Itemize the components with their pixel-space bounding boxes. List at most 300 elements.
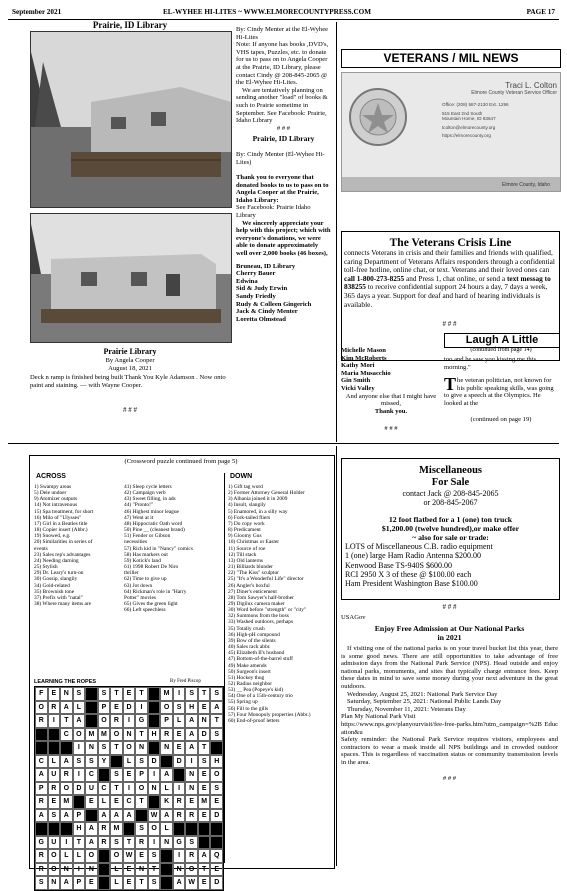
down-clues	[228, 484, 330, 724]
clue: 5) Enamored, in a silly way	[228, 508, 288, 515]
crossword-black-cell	[173, 768, 186, 782]
crossword-cell: D	[73, 782, 86, 796]
clue: 48) Hippocratic Oath word	[124, 520, 183, 527]
crossword-black-cell	[160, 863, 173, 877]
crossword-cell: U	[48, 836, 61, 850]
crossword-cell: A	[85, 836, 98, 850]
crossword-black-cell	[48, 728, 61, 742]
crossword-cell: T	[110, 782, 123, 796]
crossword-cell: S	[210, 782, 223, 796]
donor: Sandy Friedly	[236, 293, 276, 300]
crossword-cell: A	[198, 849, 211, 863]
crossword-cell: O	[110, 728, 123, 742]
crossword-cell: E	[48, 687, 61, 701]
crossword-cell: A	[160, 768, 173, 782]
clue: thriller	[124, 570, 139, 577]
crossword-cell: N	[85, 741, 98, 755]
clue: 12) Till stack	[228, 551, 257, 558]
crossword-cell: C	[123, 795, 136, 809]
clue: 37) Prefix with "natal"	[34, 594, 83, 601]
contact-2: or 208-845-2067	[423, 498, 478, 507]
card-title: Elmore County Veteran Service Officer	[471, 90, 557, 96]
crossword-cell: R	[185, 849, 198, 863]
crossword-cell: R	[35, 863, 48, 877]
photo-caption: Prairie Library	[103, 347, 157, 356]
crossword-cell: R	[110, 714, 123, 728]
photo-date: August 18, 2021	[108, 365, 152, 372]
crisis-text-number: text messag to 838255	[344, 273, 551, 292]
card-website: https://elmorecounty.org	[442, 133, 491, 138]
crossword-cell: I	[73, 863, 86, 877]
crossword-cell: I	[48, 714, 61, 728]
crossword-cell: M	[160, 687, 173, 701]
crossword-cell: Q	[210, 849, 223, 863]
crossword-cell: O	[48, 849, 61, 863]
crossword-credit: By Fred Piscop	[170, 679, 201, 684]
library-appreciate: We sincerely appreciate your help with this project; which with everyone's donations, we were able to donate approximately well over 2,000 books (46 boxes),	[236, 219, 331, 258]
laugh-continued: (continued from page 14)	[470, 347, 532, 353]
clue: 58) Has markers out	[124, 551, 168, 558]
crossword-cell: A	[85, 822, 98, 836]
crossword-cell: E	[110, 795, 123, 809]
library-byline-2: By: Cindy Menter (El-Wyhee Hi-Lites)	[236, 150, 325, 166]
crossword-black-cell	[148, 741, 161, 755]
clue: 46) Highest minor league	[124, 508, 179, 515]
clue: Potter" movies	[124, 594, 156, 601]
crossword-cell: L	[60, 849, 73, 863]
library-thanks: Thank you to everyone that donated books to us to pass on to Angela Cooper at the Prairie, Idaho Library:	[236, 174, 329, 204]
crossword-cell: E	[123, 863, 136, 877]
crossword-cell: N	[135, 863, 148, 877]
library-photo-1	[30, 31, 232, 208]
crossword-cell: S	[135, 822, 148, 836]
card-footer: Elmore County, Idaho	[502, 182, 550, 188]
card-email: tcolton@elmorecounty.org	[442, 125, 496, 130]
crossword-cell: S	[73, 755, 86, 769]
crossword-black-cell	[198, 836, 211, 850]
separator: # # #	[384, 425, 398, 433]
seal-icon	[348, 87, 408, 147]
clue: 9) Gloomy Gus	[228, 533, 262, 540]
donor: Bruneau, ID Library	[236, 262, 296, 270]
crossword-cell: N	[48, 876, 61, 890]
crossword-cell: L	[110, 876, 123, 890]
crossword-black-cell	[160, 849, 173, 863]
crossword-cell: E	[123, 768, 136, 782]
clue: 25) "It's a Wonderful Life" director	[228, 576, 304, 583]
card-address-1: 515 East 2nd South	[442, 111, 483, 116]
crossword-cell: O	[110, 849, 123, 863]
library-planning: We are tentatively planning on sending another "load" of books & such to Prairie sometime in September. See Facebook: Prairie, Idaho Library	[236, 86, 328, 125]
crossword-cell: E	[198, 782, 211, 796]
crossword-cell: A	[173, 876, 186, 890]
donor: Michelle Mason	[341, 347, 386, 354]
crossword-cell: G	[135, 714, 148, 728]
crisis-text-3: to receive confidential support 24 hours a day, 7 days a week, 365 days a year. Support for deaf and hard of hearing individuals is available.	[344, 282, 548, 309]
parks-plan: Plan My National Park Visit	[341, 713, 416, 721]
crossword-cell: R	[173, 809, 186, 823]
crossword-cell: E	[210, 795, 223, 809]
crossword-cell: L	[73, 701, 86, 715]
crossword-cell: W	[123, 849, 136, 863]
crossword-cell: E	[123, 876, 136, 890]
crossword-cell: W	[185, 876, 198, 890]
crossword-black-cell	[210, 741, 223, 755]
crossword-cell: S	[210, 728, 223, 742]
crossword-black-cell	[85, 701, 98, 715]
column-rule	[336, 446, 337, 866]
donor: Jack & Cindy Menter	[236, 308, 298, 316]
clue: 7) Do copy work	[228, 520, 265, 527]
crossword-black-cell	[85, 809, 98, 823]
crossword-cell: A	[60, 701, 73, 715]
crossword-cell: W	[148, 809, 161, 823]
crossword-cell: G	[173, 836, 186, 850]
crossword-cell: T	[198, 741, 211, 755]
clue: 28) Tom Sawyer's half-brother	[228, 594, 294, 601]
crossword-cell: C	[35, 755, 48, 769]
separator: # # #	[276, 124, 291, 132]
crossword-cell: M	[85, 728, 98, 742]
crossword-cell: U	[48, 768, 61, 782]
crossword-cell: D	[198, 728, 211, 742]
crossword-black-cell	[148, 701, 161, 715]
crossword-cell: O	[185, 863, 198, 877]
clue: 54) One of a 15th-century trio	[228, 693, 293, 700]
crossword-cell: E	[173, 741, 186, 755]
crossword-cell: M	[110, 822, 123, 836]
crossword-cell: P	[98, 701, 111, 715]
crossword-cell: U	[85, 782, 98, 796]
crossword-cell: S	[85, 755, 98, 769]
crossword-cell: T	[110, 687, 123, 701]
crossword-cell: I	[173, 782, 186, 796]
library-photo-2	[30, 213, 232, 343]
separator: # # #	[442, 603, 457, 611]
crossword-cell: R	[48, 701, 61, 715]
crossword-cell: I	[135, 701, 148, 715]
crossword-cell: H	[148, 728, 161, 742]
clue: 51) Hockey thug	[228, 674, 265, 681]
crossword-cell: L	[123, 755, 136, 769]
clue: 52) Radius neighbor	[228, 681, 273, 687]
sale-items	[342, 542, 559, 588]
crossword-cell: M	[198, 795, 211, 809]
crisis-title: The Veterans Crisis Line	[389, 237, 512, 249]
crossword-black-cell	[48, 822, 61, 836]
crossword-grid	[34, 686, 224, 891]
clue: 36) High-pH compound	[228, 631, 280, 638]
separator: # # #	[442, 774, 457, 782]
crossword-black-cell	[85, 714, 98, 728]
clue: 25) Stylish	[34, 564, 58, 571]
donor: Rudy & Colleen Gingerich	[236, 300, 312, 308]
clue: 4) Insult, slangily	[228, 502, 266, 509]
clue: 50) Pine __ (cleanest brand)	[124, 527, 185, 534]
card-address-2: Mountain Home, ID 83647	[442, 116, 496, 121]
clue: 10) Christmas or Easter	[228, 539, 280, 546]
crossword-cell: Y	[98, 755, 111, 769]
crossword-cell: P	[73, 876, 86, 890]
crossword-cell: A	[185, 728, 198, 742]
crossword-cell: D	[123, 701, 136, 715]
clue: 16) Milo of "Ulysses"	[34, 514, 82, 521]
clue: 29) Dr. Leary's turn-on	[34, 570, 84, 577]
crossword-cell: I	[148, 836, 161, 850]
crossword-cell: A	[185, 741, 198, 755]
crossword-black-cell	[185, 822, 198, 836]
clue: 1) Swampy areas	[34, 484, 72, 490]
crossword-cell: N	[148, 782, 161, 796]
clue: 38) Where many items are	[34, 600, 92, 607]
card-name: Traci L. Colton	[505, 81, 557, 90]
veterans-banner: VETERANS / MIL NEWS	[341, 49, 561, 68]
crossword-cell: I	[148, 768, 161, 782]
crossword-cell: I	[123, 714, 136, 728]
across-clues-1	[34, 484, 122, 607]
clue: 40) Sales rack abbr.	[228, 644, 271, 651]
crossword-cell: I	[185, 755, 198, 769]
crossword-cell: N	[60, 687, 73, 701]
crossword-cell: S	[98, 741, 111, 755]
crossword-cell: C	[85, 768, 98, 782]
library-note: Note: If anyone has books ,DVD's, VHS tapes, Puzzles, etc. to donate for us to pass on to Angela Cooper at the Prairie, ID Library, please contact Cindy @ 208-845-2065 @ the El-Wyhee Hi-Lites.	[236, 41, 329, 87]
crossword-cell: P	[135, 768, 148, 782]
drop-cap: T	[444, 374, 457, 394]
clue: 13) Old lanterns	[228, 557, 264, 564]
crossword-cell: A	[98, 809, 111, 823]
crossword-continued: (Crossword puzzle continued from page 5)	[124, 458, 238, 465]
clue: 15) Spa treatment, for short	[34, 508, 94, 515]
library-heading-2: Prairie, ID Library	[252, 134, 315, 144]
card-office: Office: (208) 587-2130 Ext. 1296	[442, 102, 509, 107]
clue: 39) Bow of the silents	[228, 637, 276, 644]
clue: 23) Sales rep's advantages	[34, 551, 91, 558]
crossword-cell: N	[185, 768, 198, 782]
crossword-cell: E	[198, 809, 211, 823]
crossword-cell: O	[35, 701, 48, 715]
crossword-cell: A	[73, 714, 86, 728]
crossword-cell: E	[198, 768, 211, 782]
crisis-text-2: and Press 1, chat online, or send a	[404, 273, 507, 283]
crossword-cell: N	[60, 863, 73, 877]
clue: 61) 1998 Robert De Niro	[124, 564, 179, 571]
crossword-cell: T	[210, 714, 223, 728]
clue: 47) Bottom-of-the-barrel stuff	[228, 656, 293, 663]
crossword-cell: S	[48, 809, 61, 823]
crossword-cell: N	[185, 782, 198, 796]
crossword-cell: P	[73, 809, 86, 823]
separator: # # #	[442, 320, 457, 328]
crossword-cell: C	[98, 782, 111, 796]
clue: 3) Albania joined it in 2009	[228, 496, 288, 503]
crossword-cell: R	[185, 809, 198, 823]
crossword-cell: L	[173, 714, 186, 728]
crisis-text	[342, 249, 559, 309]
donor: Cherry Bauer	[236, 270, 276, 278]
crossword-cell: O	[98, 714, 111, 728]
crossword-cell: L	[48, 755, 61, 769]
donor: Kathy Mori	[341, 362, 375, 370]
clue: 22) "The Kiss" sculptor	[228, 570, 279, 577]
crossword-cell: I	[173, 687, 186, 701]
crossword-cell: D	[173, 755, 186, 769]
crossword-black-cell	[48, 741, 61, 755]
across-clues-2	[124, 484, 224, 613]
crossword-black-cell	[98, 863, 111, 877]
library-heading: Prairie, ID Library	[92, 20, 168, 30]
crossword-cell: O	[48, 863, 61, 877]
crossword-cell: A	[110, 809, 123, 823]
clue: 29) Digilux camera maker	[228, 600, 285, 607]
crossword-cell: M	[98, 728, 111, 742]
clue: 47) Went at it	[124, 514, 154, 521]
crossword-cell: S	[110, 768, 123, 782]
crossword-cell: O	[85, 849, 98, 863]
clue: 51) Fender or Gibson	[124, 533, 171, 540]
building-photo	[31, 32, 231, 207]
crossword-cell: T	[135, 687, 148, 701]
crossword-cell: H	[73, 822, 86, 836]
crossword-cell: H	[210, 755, 223, 769]
crossword-cell: R	[160, 728, 173, 742]
clue: 53) __ Pea (Popeye's kid)	[228, 687, 284, 694]
crossword-black-cell	[85, 687, 98, 701]
crossword-cell: I	[73, 741, 86, 755]
crossword-black-cell	[35, 741, 48, 755]
clue: 24) Needing darning	[34, 557, 79, 564]
crossword-cell: S	[173, 701, 186, 715]
clue: 45) Elizabeth II's husband	[228, 650, 285, 657]
crossword-cell: K	[160, 795, 173, 809]
separator: # # #	[123, 406, 137, 414]
crossword-cell: O	[73, 728, 86, 742]
horizontal-rule	[8, 443, 559, 444]
laugh-title: Laugh A Little	[444, 333, 560, 348]
donor: Kim McRoberts	[341, 354, 387, 362]
clue: necessities	[124, 539, 148, 546]
crossword-black-cell	[98, 876, 111, 890]
sale-item: 1 (one) large Ham Radio Antenna $200.00	[345, 551, 482, 561]
crossword-cell: T	[135, 795, 148, 809]
clue: 35) Brownish tone	[34, 588, 75, 595]
clue: 43) Sweet filling, in ads	[124, 496, 176, 503]
donor: Edwina	[236, 277, 258, 285]
clue: 2) Former Attorney General Holder	[228, 490, 305, 497]
parks-date-2: Saturday, September 25, 2021: National Public Lands Day	[347, 698, 502, 706]
clue: 27) Diner's enticement	[228, 588, 277, 595]
crossword-cell: E	[85, 876, 98, 890]
for-sale-box	[341, 458, 560, 600]
clue: 20) Similarities in series of	[34, 539, 93, 546]
clue: 33) Washed outdoors, perhaps	[228, 619, 294, 626]
crossword-cell: O	[160, 701, 173, 715]
header-page: PAGE 17	[526, 8, 555, 16]
crossword-black-cell	[148, 714, 161, 728]
crossword-cell: R	[35, 714, 48, 728]
sale-item: Kenwood Base TS-940S $600.00	[345, 560, 452, 570]
business-card	[341, 72, 561, 192]
crossword-cell: M	[60, 795, 73, 809]
crossword-cell: A	[210, 701, 223, 715]
crossword-cell: E	[198, 876, 211, 890]
header-title: EL-WYHEE HI-LITES ~ WWW.ELMORECOUNTYPRESS.COM	[163, 8, 372, 16]
crossword-black-cell	[35, 822, 48, 836]
clue: 44) "Pronto!"	[124, 502, 154, 509]
crossword-cell: D	[148, 755, 161, 769]
crossword-black-cell	[210, 822, 223, 836]
crossword-cell: G	[35, 836, 48, 850]
crossword-cell: E	[135, 849, 148, 863]
crossword-cell: T	[148, 863, 161, 877]
parks-title	[341, 624, 558, 642]
crossword-black-cell	[160, 876, 173, 890]
library-facebook: See Facebook: Prairie Idaho Library	[236, 204, 311, 220]
crossword-cell: I	[73, 768, 86, 782]
crossword-black-cell	[98, 849, 111, 863]
crossword-cell: N	[135, 741, 148, 755]
crossword-divider	[224, 473, 225, 863]
crossword-black-cell	[123, 822, 136, 836]
clue: 41) Sleep cycle letters	[124, 484, 172, 490]
clue: 30) Gossip, slangily	[34, 576, 78, 583]
page-header	[8, 7, 559, 20]
clue: 14) Not intravenous	[34, 502, 78, 509]
crossword-cell: R	[35, 849, 48, 863]
clue: 1) Gift tag word	[228, 484, 263, 490]
crossword-black-cell	[198, 822, 211, 836]
clue: 56) Fill to the gills	[228, 705, 269, 712]
clue: 5) Dele undoer	[34, 490, 67, 497]
crossword-cell: R	[135, 836, 148, 850]
crossword-cell: P	[35, 782, 48, 796]
crossword-cell: E	[85, 795, 98, 809]
down-label: DOWN	[230, 473, 253, 480]
crossword-black-cell	[35, 728, 48, 742]
crossword-cell: S	[110, 836, 123, 850]
crossword-cell: A	[35, 768, 48, 782]
clue: 62) Time to give up	[124, 576, 167, 583]
crossword-cell: E	[198, 701, 211, 715]
crossword-title: LEARNING THE ROPES	[34, 679, 97, 685]
crossword-black-cell	[98, 768, 111, 782]
clue: 66) Left speechless	[124, 607, 166, 614]
crossword-black-cell	[135, 809, 148, 823]
crossword-cell: A	[60, 755, 73, 769]
crossword-cell: S	[148, 849, 161, 863]
donor-list	[236, 263, 331, 324]
crossword-cell: T	[198, 863, 211, 877]
crossword-cell: R	[173, 795, 186, 809]
crossword-cell: L	[110, 863, 123, 877]
crossword-cell: A	[35, 809, 48, 823]
crossword-cell: R	[48, 782, 61, 796]
crossword-cell: N	[173, 863, 186, 877]
crossword-cell: E	[185, 795, 198, 809]
parks-url[interactable]: https://www.nps.gov/planyourvisit/fee-free-parks.htm?utm_campaign=%2B Education&u	[341, 720, 558, 736]
crossword-cell: O	[210, 768, 223, 782]
crossword-cell: R	[60, 768, 73, 782]
crossword-cell: L	[98, 795, 111, 809]
crossword-cell: A	[185, 714, 198, 728]
crossword-cell: E	[110, 701, 123, 715]
header-date: September 2021	[12, 8, 62, 16]
clue: 34) Gold-related	[34, 582, 70, 589]
clue: 60) End-of-proof letters	[228, 717, 280, 724]
crossword-cell: O	[148, 822, 161, 836]
crossword-cell: S	[198, 755, 211, 769]
crossword-black-cell	[110, 755, 123, 769]
